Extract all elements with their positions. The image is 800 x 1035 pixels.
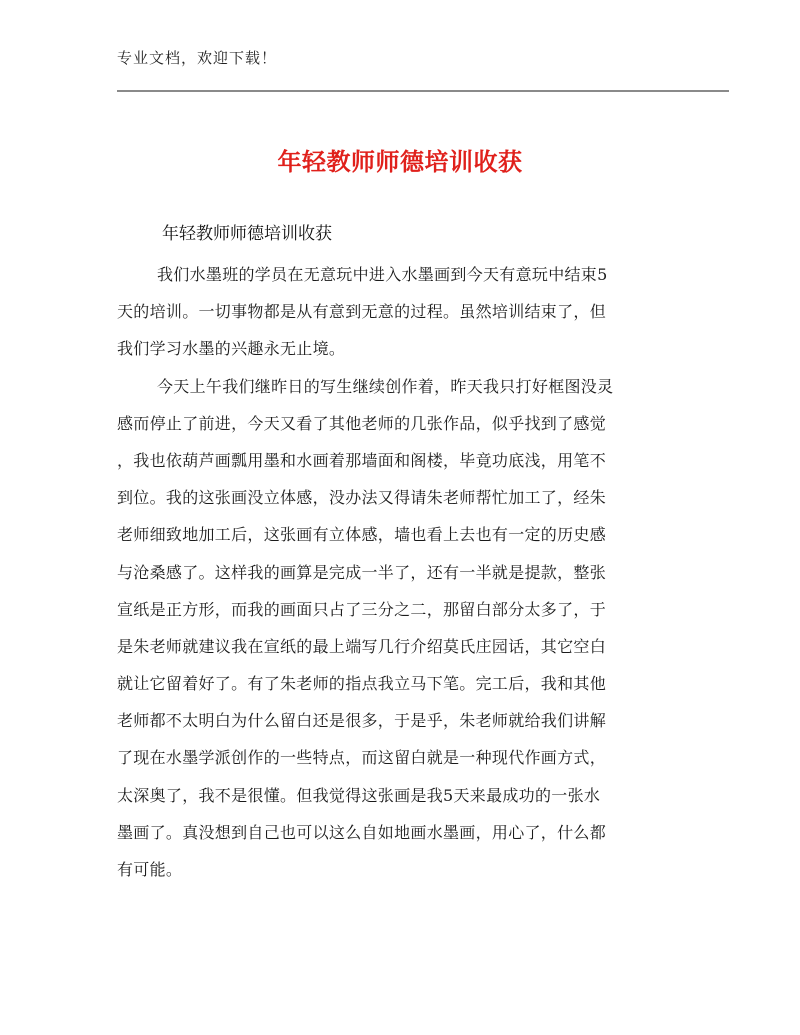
document-subtitle: 年轻教师师德培训收获: [162, 224, 332, 244]
header-divider: [117, 90, 729, 92]
paragraph-line: 了现在水墨学派创作的一些特点，而这留白就是一种现代作画方式，: [117, 748, 607, 768]
paragraph-line: 我们学习水墨的兴趣永无止境。: [117, 339, 346, 359]
paragraph-line: 宣纸是正方形，而我的画面只占了三分之二，那留白部分太多了，于: [117, 599, 607, 619]
paragraph-line: 是朱老师就建议我在宣纸的最上端写几行介绍莫氏庄园话，其它空白: [117, 636, 607, 656]
paragraph-line: 今天上午我们继昨日的写生继续创作着，昨天我只打好框图没灵: [157, 376, 614, 396]
paragraph-line: 老师都不太明白为什么留白还是很多，于是乎，朱老师就给我们讲解: [117, 711, 607, 731]
paragraph-line: 我们水墨班的学员在无意玩中进入水墨画到今天有意玩中结束5: [157, 265, 608, 284]
paragraph-2: [117, 368, 677, 889]
paragraph-line: 感而停止了前进，今天又看了其他老师的几张作品，似乎找到了感觉: [117, 413, 607, 433]
paragraph-line: 有可能。: [117, 860, 183, 879]
header-text: 专业文档，欢迎下载！: [117, 49, 278, 67]
paragraph-line: 老师细致地加工后，这张画有立体感，墙也看上去也有一定的历史感: [117, 525, 607, 545]
paragraph-line: 天的培训。一切事物都是从有意到无意的过程。虽然培训结束了，但: [117, 302, 607, 322]
paragraph-line: 墨画了。真没想到自己也可以这么自如地画水墨画，用心了，什么都: [117, 822, 607, 842]
document-body: [117, 256, 677, 888]
paragraph-1: [117, 256, 677, 368]
paragraph-line: 与沧桑感了。这样我的画算是完成一半了，还有一半就是提款，整张: [117, 562, 607, 582]
paragraph-line: 太深奥了，我不是很懂。但我觉得这张画是我5天来最成功的一张水: [117, 785, 601, 805]
paragraph-line: 就让它留着好了。有了朱老师的指点我立马下笔。完工后，我和其他: [117, 674, 607, 694]
paragraph-line: 到位。我的这张画没立体感，没办法又得请朱老师帮忙加工了，经朱: [117, 488, 607, 508]
document-title: 年轻教师师德培训收获: [277, 148, 523, 176]
paragraph-line: ，我也依葫芦画瓢用墨和水画着那墙面和阁楼，毕竟功底浅，用笔不: [117, 450, 607, 470]
